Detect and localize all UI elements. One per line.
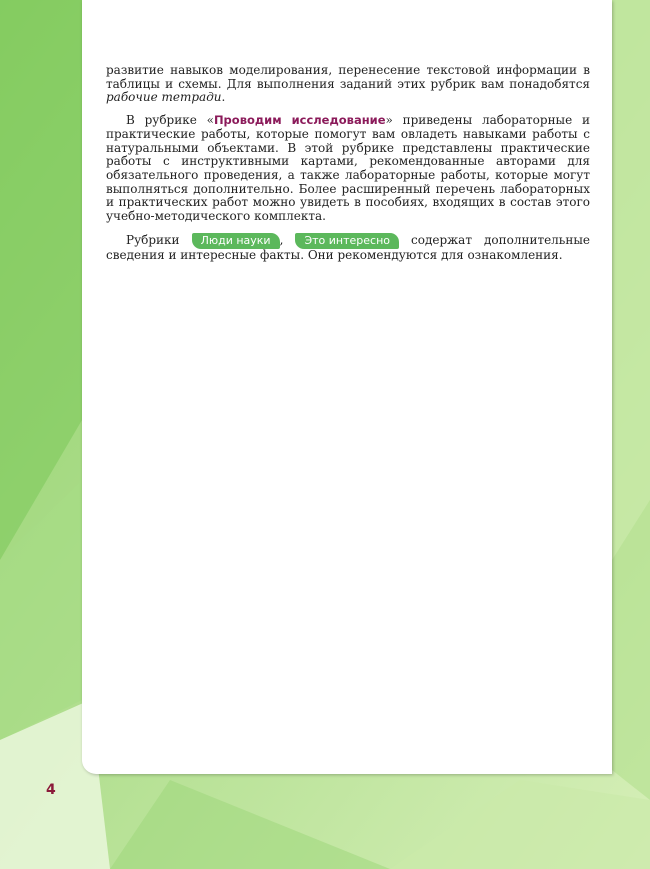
paragraph-1: развитие навыков моделирования, перенесение текстовой информации в таблицы и схемы. Для выполнения заданий этих рубрик вам понадобятся рабочие тетради. bbox=[106, 63, 590, 105]
paragraph-3: Рубрики Люди науки , Это интересно содержат дополнительные сведения и интересные факты. Они рекомендуются для ознакомления. bbox=[106, 232, 590, 262]
rubric-title-research: Проводим исследование bbox=[213, 113, 386, 128]
page-number: 4 bbox=[46, 782, 56, 798]
workbook-term: рабочие тетради bbox=[106, 90, 222, 105]
text-block bbox=[106, 64, 590, 271]
tag-interesting: Это интересно bbox=[295, 233, 399, 249]
tag-people-of-science: Люди науки bbox=[192, 233, 280, 249]
paragraph-2: В рубрике «Проводим исследование» приведены лабораторные и практические работы, которые помогут вам овладеть навыками работы с натуральными объектами. В этой рубрике представлены практические работы с инструктивными картами, рекомендованные авторами для обязательного проведения, а также лабораторные работы, которые могут выполняться дополнительно. Более расширенный перечень лабораторных и практических работ можно увидеть в пособиях, входящих в состав этого учебно-методического комплекта. bbox=[106, 113, 590, 224]
